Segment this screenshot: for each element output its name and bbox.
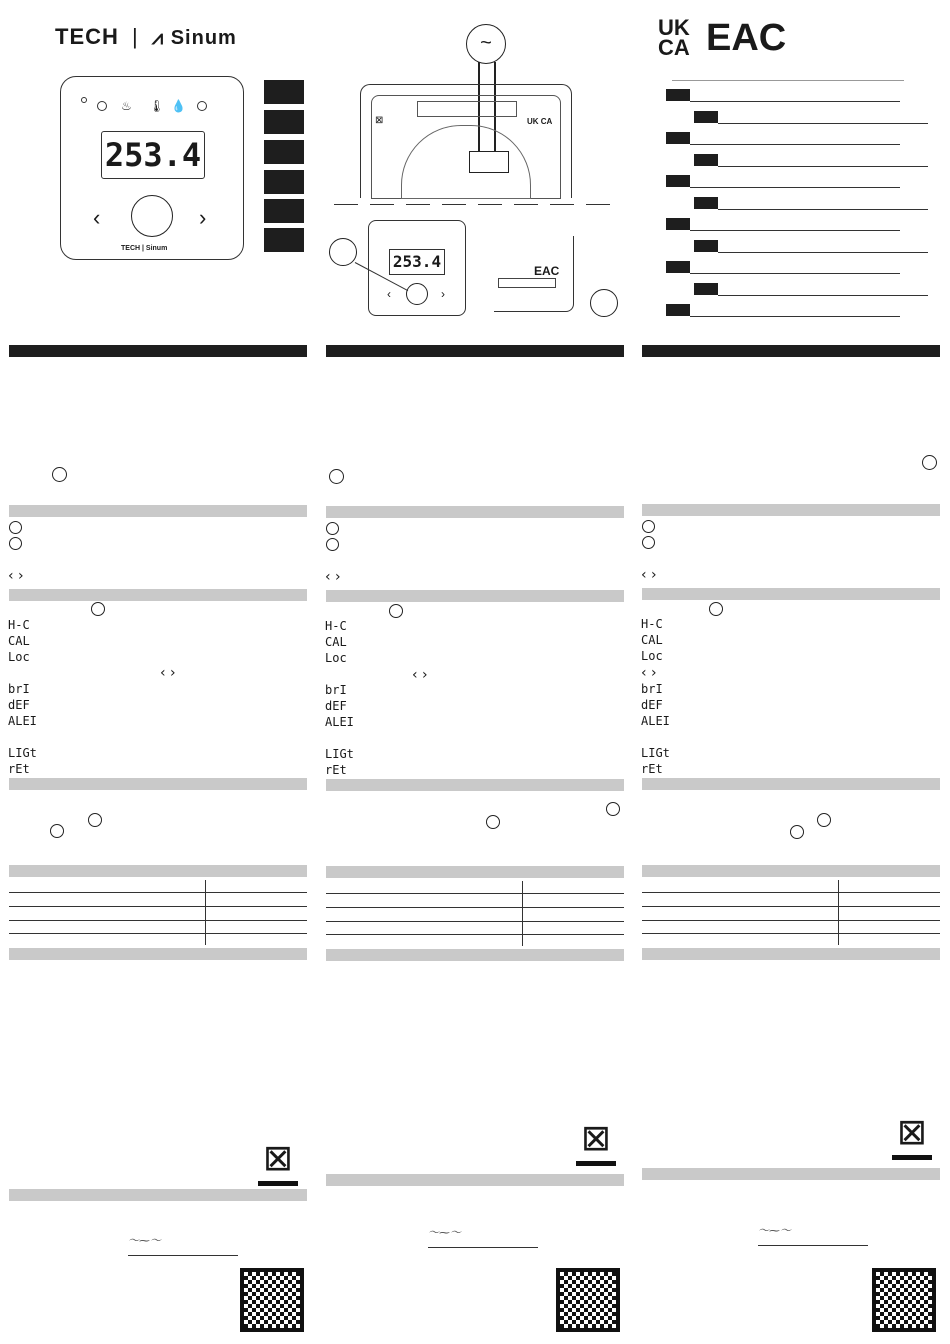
marker-circle [606,802,620,816]
section-header [642,345,940,357]
ac-power-symbol: ~ [466,24,506,64]
table-line [642,933,940,934]
table-line [642,920,940,921]
marker-circle [329,469,344,484]
list-marker [666,175,690,187]
arrows-icon: ‹ › [641,567,657,583]
menu-code-ret: rEt [641,762,663,776]
list-line [690,144,900,145]
signature: 〜⁓〜 [128,1232,238,1256]
menu-code-hc: H-C [641,617,663,631]
menu-code-def: dEF [641,698,663,712]
table-divider [838,880,839,945]
language-tab[interactable] [264,80,304,104]
lcd-display-small: 253.4 [389,249,445,275]
table-line [642,906,940,907]
list-line [690,230,900,231]
section-header-gray [9,589,307,601]
uk-text: UK [658,15,690,40]
menu-code-ligt: LIGt [8,746,37,760]
table-line [326,934,624,935]
marker-circle [389,604,403,618]
marker-circle [922,455,937,470]
menu-code-cal: CAL [641,633,663,647]
marker-circle [790,825,804,839]
list-marker [666,89,690,101]
device-front [60,76,244,260]
device-back-detail [494,236,574,312]
table-line [326,907,624,908]
humidity-icon: 💧 [171,99,186,113]
menu-code-alei: ALEI [8,714,37,728]
sinum-logo: ⩘ Sinum [151,27,237,49]
section-header [326,345,624,357]
marker-circle [326,522,339,535]
terminal-block [417,101,517,117]
qr-code[interactable] [872,1268,936,1332]
list-line [690,101,900,102]
language-tab[interactable] [264,170,304,194]
menu-code-bri: brI [8,682,30,696]
marker-circle [326,538,339,551]
tech-logo: TECH | ⩘ Sinum [55,24,237,49]
list-marker [694,111,718,123]
list-line [718,295,928,296]
device-small [368,220,466,316]
weee-bin-icon: ⊠ [576,1116,616,1166]
list-marker [666,218,690,230]
section-header-gray [9,1189,307,1201]
ca-text: CA [658,35,690,60]
signature: 〜⁓〜 [758,1222,868,1246]
section-header-gray [642,1168,940,1180]
list-line [718,209,928,210]
device-back-housing [360,84,572,198]
marker-circle [91,602,105,616]
menu-code-ligt: LIGt [325,747,354,761]
menu-code-loc: Loc [8,650,30,664]
menu-code-ligt: LIGt [641,746,670,760]
list-line [690,316,900,317]
table-line [9,933,307,934]
ukca-mark: UK CA [527,117,553,126]
menu-code-alei: ALEI [325,715,354,729]
eac-logo: EAC [706,17,787,59]
menu-code-alei: ALEI [641,714,670,728]
marker-circle [709,602,723,616]
list-marker [666,132,690,144]
ukca-logo [658,15,690,60]
table-line [9,920,307,921]
qr-code[interactable] [556,1268,620,1332]
marker-circle [9,521,22,534]
marker-circle [642,520,655,533]
waste-icon: ⊠ [375,115,384,126]
section-header-gray [642,588,940,600]
eac-mark-small: EAC [534,264,560,278]
marker-circle [88,813,102,827]
status-led [81,97,87,103]
list-marker [694,154,718,166]
menu-code-cal: CAL [325,635,347,649]
signature: 〜⁓〜 [428,1224,538,1248]
language-tab[interactable] [264,110,304,134]
brand-tech-text: TECH [55,24,119,49]
menu-code-loc: Loc [641,649,663,663]
left-arrow-small[interactable]: ‹ [387,287,391,301]
section-header-gray [642,778,940,790]
marker-circle [486,815,500,829]
device-logo: TECH | Sinum [121,245,168,252]
menu-code-ret: rEt [325,763,347,777]
table-divider [522,881,523,946]
right-arrow-small[interactable]: › [441,287,445,301]
table-line [9,906,307,907]
divider [672,80,904,81]
menu-code-hc: H-C [8,618,30,632]
qr-code[interactable] [240,1268,304,1332]
power-terminal [469,151,509,173]
language-tab[interactable] [264,199,304,223]
callout-circle-1 [329,238,357,266]
section-header-gray [642,865,940,877]
weee-bin-icon: ⊠ [258,1136,298,1186]
callout-circle-2 [590,289,618,317]
section-header-gray [326,779,624,791]
section-header-gray [642,948,940,960]
marker-circle [52,467,67,482]
section-header-gray [326,866,624,878]
table-line [326,921,624,922]
list-line [690,187,900,188]
list-marker [694,283,718,295]
center-button[interactable] [131,195,173,237]
left-arrow-button[interactable]: ‹ [93,205,101,230]
cut-line [334,204,614,205]
arrows-icon: ‹ › [412,667,428,683]
arrows-icon: ‹ › [8,568,24,584]
marker-circle [9,537,22,550]
right-arrow-button[interactable]: › [199,205,207,230]
list-marker [666,304,690,316]
list-line [718,166,928,167]
menu-code-hc: H-C [325,619,347,633]
list-line [718,252,928,253]
menu-code-bri: brI [641,682,663,696]
section-header-gray [9,505,307,517]
marker-circle [642,536,655,549]
list-line [690,273,900,274]
section-header-gray [326,1174,624,1186]
section-header-gray [642,504,940,516]
section-header-gray [326,506,624,518]
arrows-icon: ‹ › [160,665,176,681]
list-marker [694,240,718,252]
arrows-icon: ‹ › [325,569,341,585]
table-line [642,892,940,893]
brand-sinum-text: Sinum [170,27,237,49]
section-header-gray [326,949,624,961]
language-tab[interactable] [264,140,304,164]
menu-code-cal: CAL [8,634,30,648]
thermometer-icon: 🌡 [149,99,165,113]
list-marker [666,261,690,273]
center-button-small[interactable] [406,283,428,305]
language-tab[interactable] [264,228,304,252]
heating-icon: ♨ [121,99,132,113]
menu-code-def: dEF [8,698,30,712]
list-marker [694,197,718,209]
weee-bin-icon: ⊠ [892,1110,932,1160]
list-line [718,123,928,124]
menu-code-def: dEF [325,699,347,713]
table-line [326,893,624,894]
indicator-icon-right [197,101,207,111]
section-header [9,345,307,357]
menu-code-bri: brI [325,683,347,697]
table-divider [205,880,206,945]
section-header-gray [326,590,624,602]
section-header-gray [9,948,307,960]
arrows-icon: ‹ › [641,665,657,681]
section-header-gray [9,778,307,790]
section-header-gray [9,865,307,877]
marker-circle [817,813,831,827]
indicator-icon [97,101,107,111]
menu-code-loc: Loc [325,651,347,665]
lcd-display: 253.4 [101,131,205,179]
menu-code-ret: rEt [8,762,30,776]
marker-circle [50,824,64,838]
table-line [9,892,307,893]
